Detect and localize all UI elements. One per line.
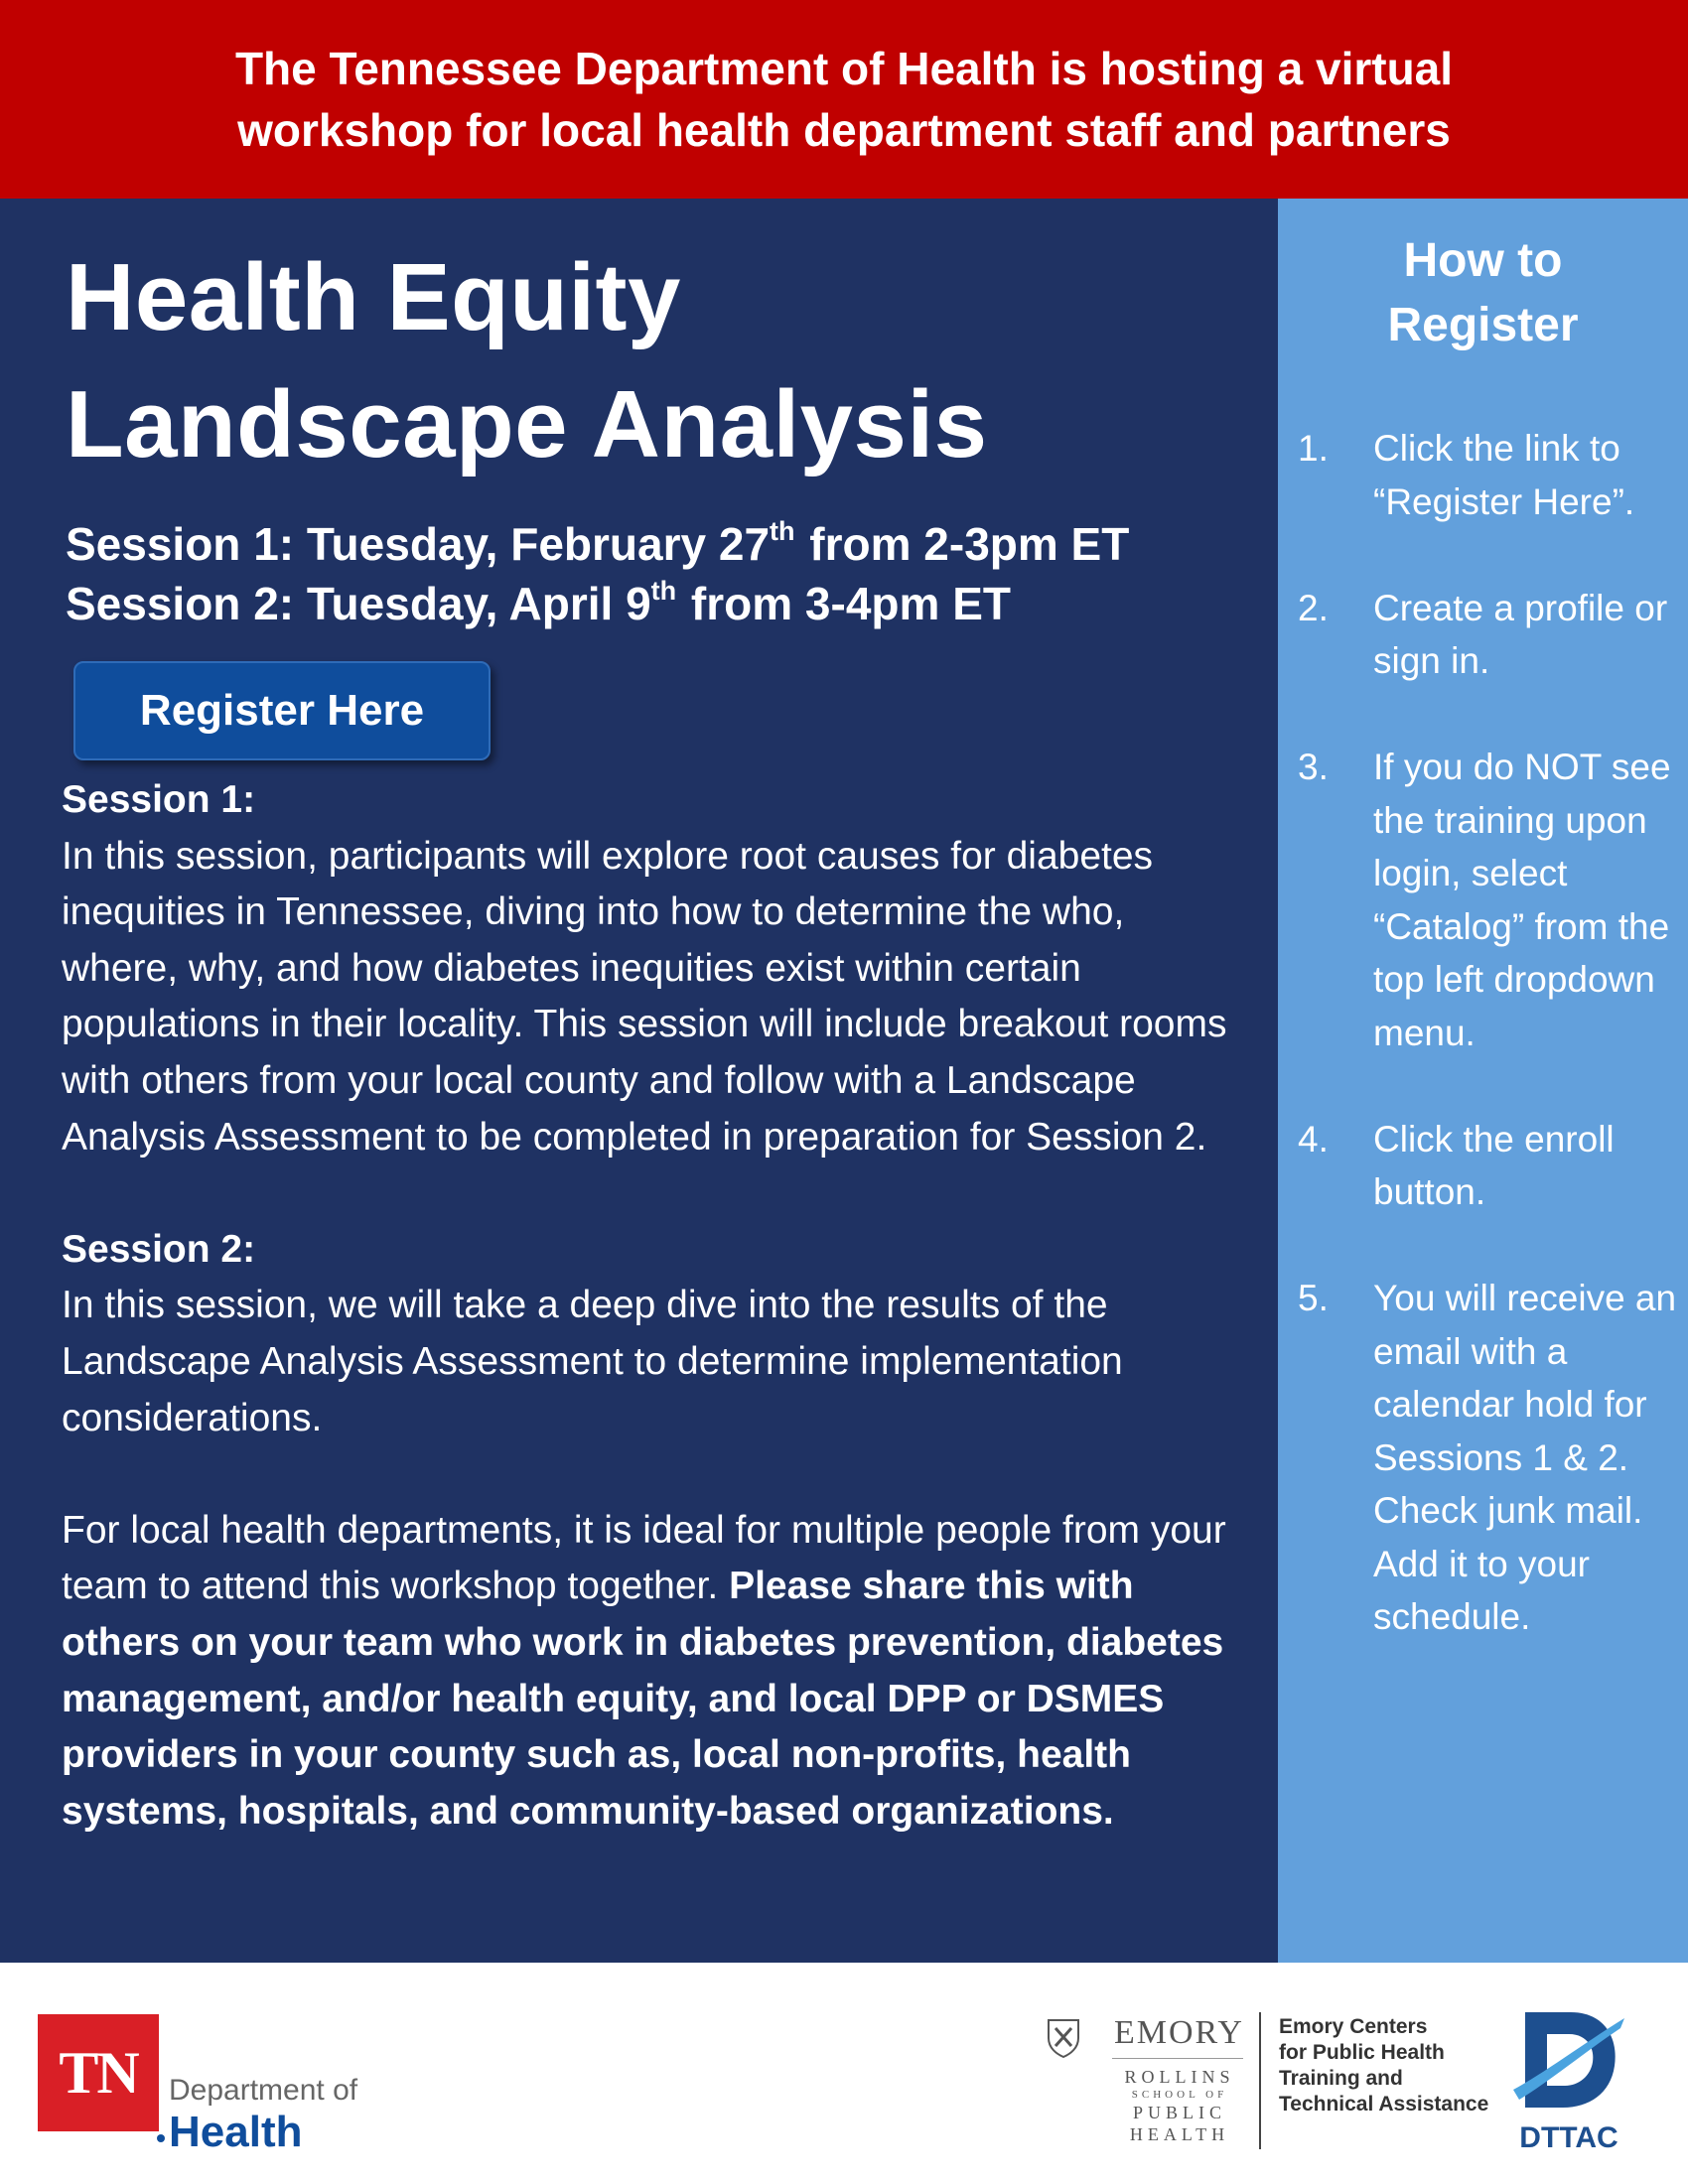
banner-line-1: The Tennessee Department of Health is hosting a virtual [234,43,1454,94]
tn-health-label: Health [169,2108,303,2156]
title-line-2: Landscape Analysis [66,371,988,478]
step-item: 1. Click the link to “Register Here”. [1298,428,1635,522]
dttac-logo-icon [1513,2004,1624,2116]
session-2-heading: Session 2: [62,1227,256,1271]
step-item: 4. Click the enroll button. [1298,1118,1615,1212]
session-1-description: In this session, participants will explore root causes for diabetes inequities in Tennessee, diving into how to determine the who, where, why, and how diabetes inequities exist within certain populations in their locality. This session will include breakout rooms with others from your local county and follow with a Landscape Analysis Assessment to be completed in preparation for Session 2. [62,834,1227,1159]
emory-divider [1112,2058,1243,2059]
session-descriptions [62,772,1243,1896]
session-2-description: In this session, we will take a deep dive into the results of the Landscape Analysis Assessment to determine implementation considerations. [62,1284,1123,1439]
top-banner [0,0,1688,199]
page-title [66,234,988,488]
step-item: 5. You will receive an email with a calendar hold for Sessions 1 & 2. Check junk mail. Add it to your schedule. [1298,1278,1677,1637]
session-dates [66,514,1129,633]
emory-vertical-divider [1259,2012,1261,2149]
tn-department-label: Department of [169,2074,358,2107]
rollins-school-wordmark: ROLLINS SCHOOL OF PUBLIC HEALTH [1124,2067,1235,2144]
title-line-1: Health Equity [66,244,681,350]
emory-shield-icon [1047,2018,1080,2058]
emory-centers-label: Emory Centers for Public Health Training and Technical Assistance [1279,2015,1489,2116]
banner-line-2: workshop for local health department staff and partners [237,104,1451,156]
session-2-date: Session 2: Tuesday, April 9th from 3-4pm ET [66,576,1011,629]
closing-bold-text: Please share this with others on your team who work in diabetes prevention, diabetes management, and/or health equity, and local DPP or DSMES providers in your county such as, local non-profits, health systems, hospitals, and community-based organizations. [62,1565,1224,1833]
closing-paragraph: For local health departments, it is ideal for multiple people from your team to attend this workshop together. Please share this with others on your team who work in diabetes prevention, diabetes management, and/or health equity, and local DPP or DSMES providers in your county such as, local non-profits, health systems, hospitals, and community-based organizations. [62,1508,1226,1833]
register-here-button[interactable]: Register Here [73,661,491,760]
tn-logo: TN [38,2014,159,2131]
registration-steps [1278,422,1688,1697]
how-to-register-sidebar [1278,199,1688,1963]
session-1-heading: Session 1: [62,778,256,821]
step-item: 2. Create a profile or sign in. [1298,587,1668,681]
main-panel [0,199,1278,1963]
emory-wordmark: EMORY [1114,2014,1244,2051]
dttac-wordmark: DTTAC [1519,2121,1618,2154]
tn-dot-icon [157,2134,165,2142]
sidebar-title: How to Register [1387,234,1579,351]
step-item: 3. If you do NOT see the training upon login, select “Catalog” from the top left dropdown menu. [1298,747,1671,1053]
session-1-date: Session 1: Tuesday, February 27th from 2-3pm ET [66,516,1130,570]
footer-logos [0,1963,1688,2184]
